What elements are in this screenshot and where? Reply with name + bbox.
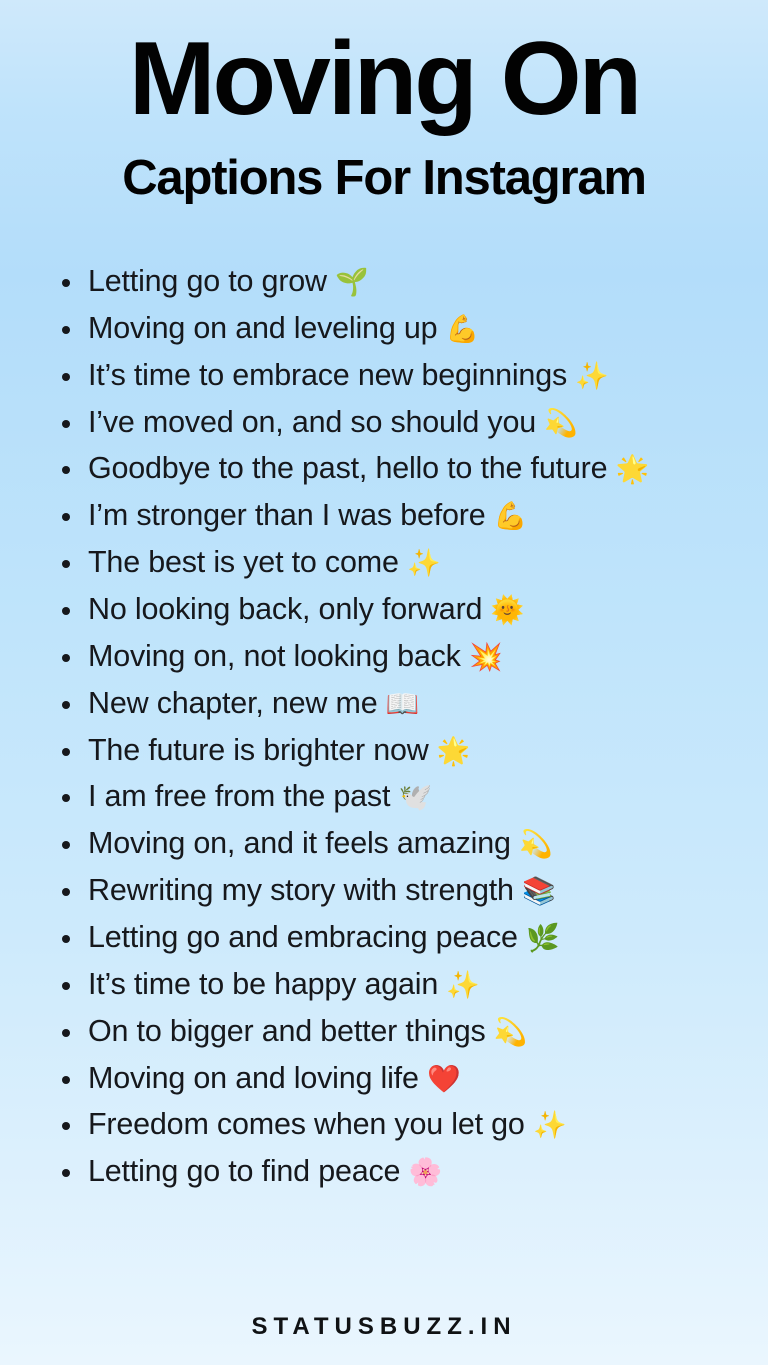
list-item [88,539,738,585]
list-item [88,492,738,538]
caption-text: No looking back, only forward [88,591,483,626]
list-item [88,399,738,445]
caption-text: Rewriting my story with strength [88,873,514,908]
red-heart-emoji: ❤️ [427,1063,461,1095]
caption-text: Moving on and leveling up [88,310,438,345]
books-emoji: 📚 [522,876,556,908]
list-item [88,1055,738,1101]
list-item [88,633,738,679]
dizzy-emoji: 💫 [493,1016,528,1048]
flexed-biceps-emoji: 💪 [493,501,528,533]
caption-text: The best is yet to come [88,545,399,580]
page-subtitle: Captions For Instagram [122,151,646,206]
sparkles-emoji: ✨ [446,969,480,1001]
list-item [88,258,738,304]
caption-text: Moving on, not looking back [88,638,461,673]
list-item [88,914,738,960]
list-item [88,305,738,351]
caption-text: The future is brighter now [88,732,429,767]
list-item [88,1101,738,1147]
sparkles-emoji: ✨ [532,1110,567,1142]
list-item [88,773,738,819]
poster-header [0,0,768,206]
list-item [88,352,738,398]
list-item [88,586,738,632]
captions-section [0,206,768,1313]
dizzy-emoji: 💫 [519,829,553,861]
seedling-emoji: 🌱 [335,266,369,298]
caption-text: Letting go to grow [88,263,327,298]
caption-text: It’s time to embrace new beginnings [88,357,568,392]
list-item [88,1148,738,1194]
list-item [88,820,738,866]
caption-text: It’s time to be happy again [88,966,439,1001]
sun-with-face-emoji: 🌞 [490,594,524,626]
site-watermark: STATUSBUZZ.IN [251,1313,517,1340]
list-item [88,680,738,726]
caption-text: New chapter, new me [88,685,378,720]
list-item [88,961,738,1007]
captions-list [34,258,738,1195]
herb-emoji: 🌿 [526,923,560,954]
dove-emoji: 🕊️ [398,782,432,814]
open-book-emoji: 📖 [385,688,420,720]
caption-text: On to bigger and better things [88,1013,486,1048]
list-item [88,1008,738,1054]
dizzy-emoji: 💫 [544,407,578,439]
caption-text: I’ve moved on, and so should you [88,404,537,439]
page-title: Moving On [128,21,640,137]
caption-text: Letting go and embracing peace [88,920,518,954]
list-item [88,867,738,913]
caption-text: Moving on, and it feels amazing [88,826,511,861]
caption-text: Moving on and loving life [88,1060,419,1095]
glowing-star-emoji: 🌟 [436,735,471,767]
sparkles-emoji: ✨ [407,548,441,580]
list-item [88,727,738,773]
collision-emoji: 💥 [468,641,503,673]
poster-footer [0,1313,768,1365]
caption-text: I am free from the past [88,779,391,814]
caption-text: I’m stronger than I was before [88,498,486,533]
caption-text: Freedom comes when you let go [88,1107,525,1142]
caption-text: Goodbye to the past, hello to the future [88,451,608,486]
cherry-blossom-emoji: 🌸 [408,1157,443,1189]
list-item [88,445,738,491]
sparkles-emoji: ✨ [575,360,609,392]
flexed-biceps-emoji: 💪 [445,313,480,345]
caption-text: Letting go to find peace [88,1154,401,1189]
glowing-star-emoji: 🌟 [615,454,650,486]
